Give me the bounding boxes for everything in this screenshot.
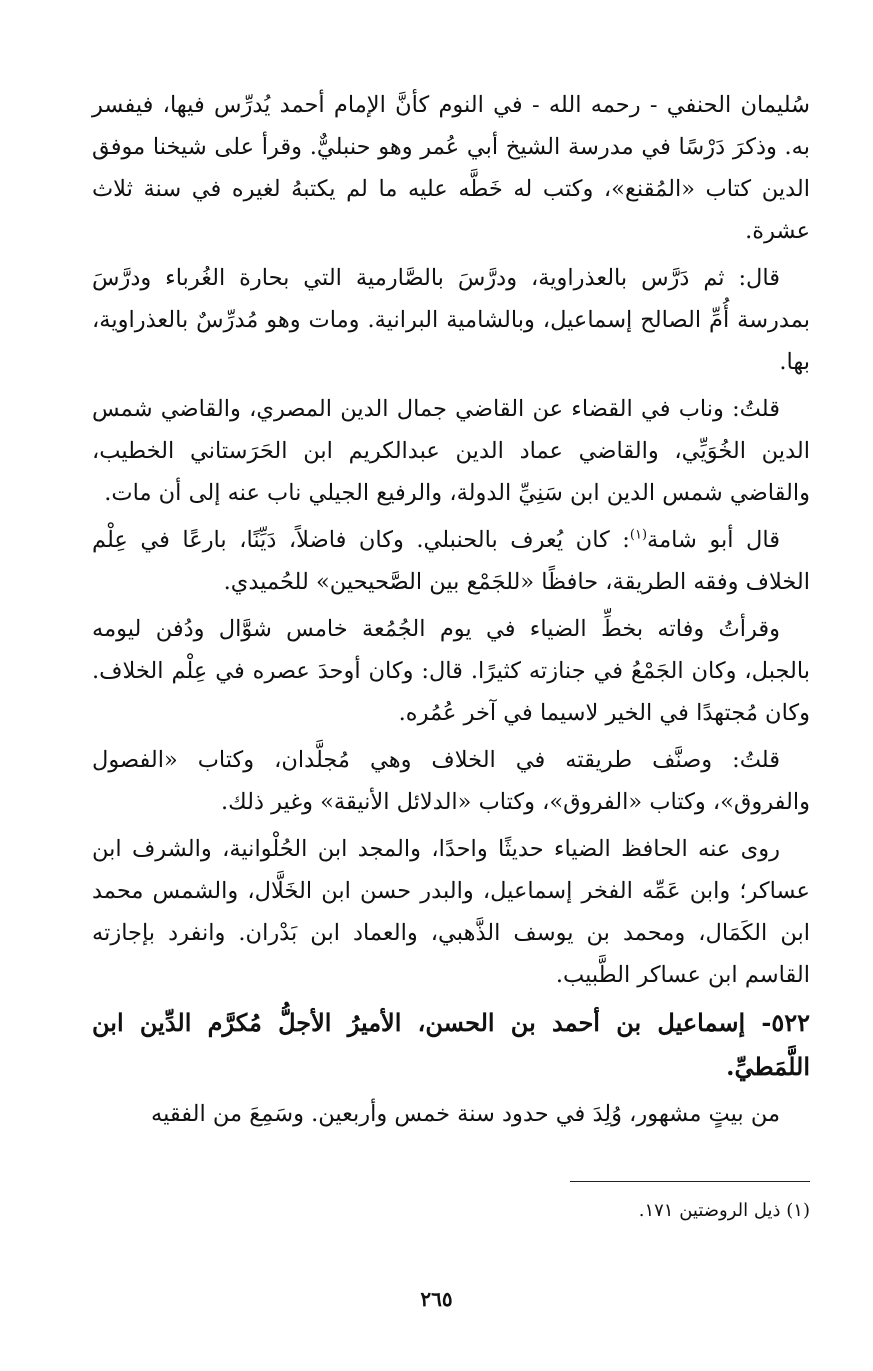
paragraph-2: قال: ثم دَرَّس بالعذراوية، ودرَّسَ بالصَّارمية التي بحارة الغُرباء ودرَّسَ بمدرسة أُمِّ الصالح إسماعيل، وبالشامية البرانية. ومات وهو مُدرِّسٌ بالعذراوية، بها. [92,265,810,375]
paragraph-7: روى عنه الحافظ الضياء حديثًا واحدًا، والمجد ابن الحُلْوانية، والشرف ابن عساكر؛ وابن عَمِّه الفخر إسماعيل، والبدر حسن ابن الخَلَّال، والشمس محمد ابن الكَمَال، ومحمد بن يوسف الذَّهبي، والعماد ابن بَدْران. وانفرد بإجازته القاسم ابن عساكر الطَّبيب. [92,836,810,988]
footnote: (١) ذيل الروضتين ١٧١. [638,1200,810,1221]
paragraph-8: من بيتٍ مشهور، وُلِدَ في حدود سنة خمس وأربعين. وسَمِعَ من الفقيه [151,1101,780,1127]
paragraph-1: سُليمان الحنفي - رحمه الله - في النوم كأنَّ الإمام أحمد يُدرِّس فيها، فيفسر به. وذكرَ دَرْسًا في مدرسة الشيخ أبي عُمر وهو حنبليٌّ. وقرأ على شيخنا موفق الدين كتاب «المُقنع»، وكتب له خَطَّه عليه ما لم يكتبهُ لغيره في سنة ثلاث عشرة. [92,92,810,244]
paragraph-4-start: قال أبو شامة [647,527,780,553]
paragraph-6: قلتُ: وصنَّف طريقته في الخلاف وهي مُجلَّدان، وكتاب «الفصول والفروق»، وكتاب «الفروق»، وكتاب «الدلائل الأنيقة» وغير ذلك. [92,747,810,815]
paragraph-3: قلتُ: وناب في القضاء عن القاضي جمال الدين المصري، والقاضي شمس الدين الخُوَيِّي، والقاضي عماد الدين عبدالكريم ابن الحَرَستاني الخطيب، والقاضي شمس الدين ابن سَنِيِّ الدولة، والرفيع الجيلي ناب عنه إلى أن مات. [92,396,810,506]
paragraph-4 [92,519,810,603]
paragraph-5: وقرأتُ وفاته بخطِّ الضياء في يوم الجُمُعة خامس شوَّال ودُفن ليومه بالجبل، وكان الجَمْعُ في جنازته كثيرًا. قال: وكان أوحدَ عصره في عِلْم الخلاف. وكان مُجتهدًا في الخير لاسيما في آخر عُمُره. [92,616,810,726]
footnote-reference[interactable]: (١) [629,527,648,543]
page-number: ٢٦٥ [420,1287,453,1311]
paragraph-4-rest: : كان يُعرف بالحنبلي. وكان فاضلاً، دَيِّنًا، بارعًا في عِلْم الخلاف وفقه الطريقة، حافظًا «للجَمْع بين الصَّحيحين» للحُميدي. [92,527,810,595]
entry-heading: ٥٢٢- إسماعيل بن أحمد بن الحسن، الأميرُ الأجلُّ مُكرَّم الدِّين ابن اللَّمَطيِّ. [92,1008,810,1081]
main-text [92,84,810,1140]
footnote-divider [570,1181,810,1182]
